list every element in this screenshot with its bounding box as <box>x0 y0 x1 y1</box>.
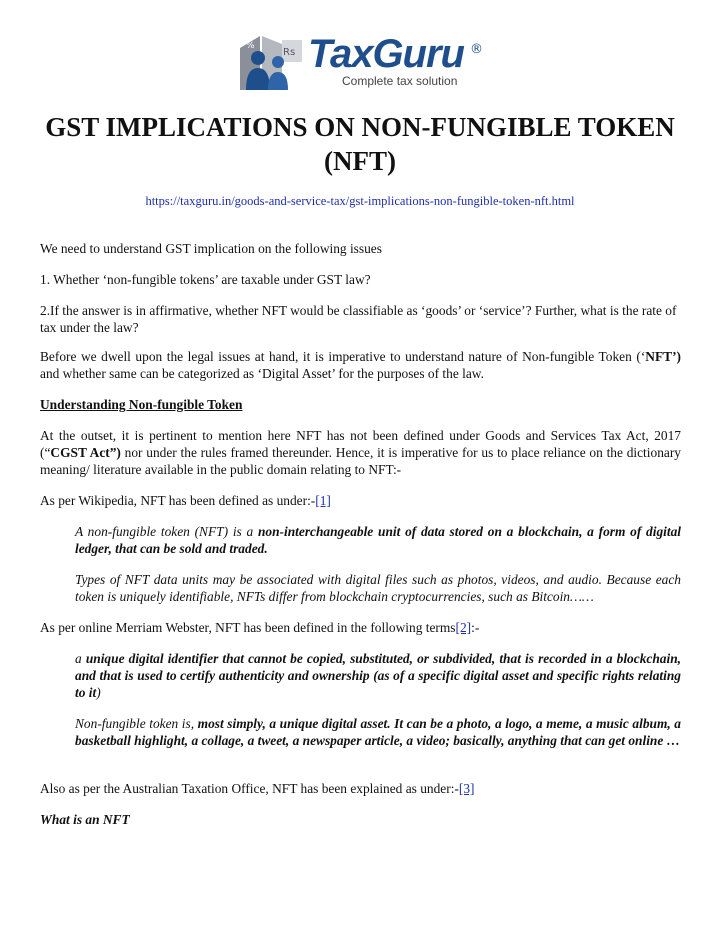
document-body <box>40 240 681 828</box>
logo-emblem-icon <box>238 34 304 92</box>
cgst-act-term: CGST Act”) <box>50 445 121 460</box>
wikipedia-quote-1: A non-fungible token (NFT) is a non-interchangeable unit of data stored on a blockchain, a form of digital ledger, that can be sold and traded. <box>75 524 681 556</box>
source-url-link[interactable]: https://taxguru.in/goods-and-service-tax/gst-implications-non-fungible-token-nft.html <box>145 194 575 208</box>
logo-registered-mark: ® <box>470 42 483 57</box>
merriam-webster-lead: As per online Merriam Webster, NFT has been defined in the following terms[2]:- <box>40 620 480 635</box>
merriam-webster-quote-2: Non-fungible token is, most simply, a unique digital asset. It can be a photo, a logo, a meme, a music album, a basketball highlight, a collage, a tweet, a newspaper article, a video; basically, anything that can get online … <box>75 716 681 748</box>
nft-term: NFT’) <box>645 349 681 364</box>
logo-wordmark: TaxGuru <box>308 32 464 76</box>
logo-tagline: Complete tax solution <box>342 74 458 88</box>
section-heading-what-is-nft: What is an NFT <box>40 812 130 827</box>
intro-paragraph: We need to understand GST implication on the following issues <box>40 241 382 256</box>
taxguru-logo <box>238 34 488 94</box>
paragraph-at-the-outset: At the outset, it is pertinent to mention here NFT has not been defined under Goods and Services Tax Act, 2017 (“CGST Act”) nor under the rules framed thereunder. Hence, it is imperative for us to place reliance on the dictionary meaning/ literature available in the public domain relating to NFT:- <box>40 428 681 477</box>
merriam-webster-quote-1: a unique digital identifier that cannot be copied, substituted, or subdivided, that is recorded in a blockchain, and that is used to certify authenticity and ownership (as of a specific digital asset and specific rights relating to it) <box>75 651 681 700</box>
page-title: GST IMPLICATIONS ON NON-FUNGIBLE TOKEN (NFT) <box>45 112 675 176</box>
svg-text:%: % <box>246 41 255 51</box>
footnote-link-1[interactable]: [1] <box>315 493 331 508</box>
ato-lead: Also as per the Australian Taxation Office, NFT has been explained as under:-[3] <box>40 781 475 796</box>
footnote-link-3[interactable]: [3] <box>458 781 475 796</box>
issue-1: 1. Whether ‘non-fungible tokens’ are taxable under GST law? <box>40 272 371 287</box>
footnote-link-2[interactable]: [2] <box>455 620 472 635</box>
wikipedia-lead: As per Wikipedia, NFT has been defined as under:-[1] <box>40 493 331 508</box>
paragraph-before-legal-issues: Before we dwell upon the legal issues at hand, it is imperative to understand nature of Non-fungible Token (‘NFT’) and whether same can be categorized as ‘Digital Asset’ for the purposes of the law. <box>40 349 681 381</box>
svg-text:Rs: Rs <box>283 47 296 58</box>
issue-2: 2.If the answer is in affirmative, whether NFT would be classifiable as ‘goods’ or ‘service’? Further, what is the rate of tax under the law? <box>40 303 677 335</box>
wikipedia-quote-2: Types of NFT data units may be associated with digital files such as photos, videos, and audio. Because each token is uniquely identifiable, NFTs differ from blockchain cryptocurrencies, such as Bitcoin…… <box>75 572 681 604</box>
section-heading-understanding: Understanding Non-fungible Token <box>40 397 243 412</box>
